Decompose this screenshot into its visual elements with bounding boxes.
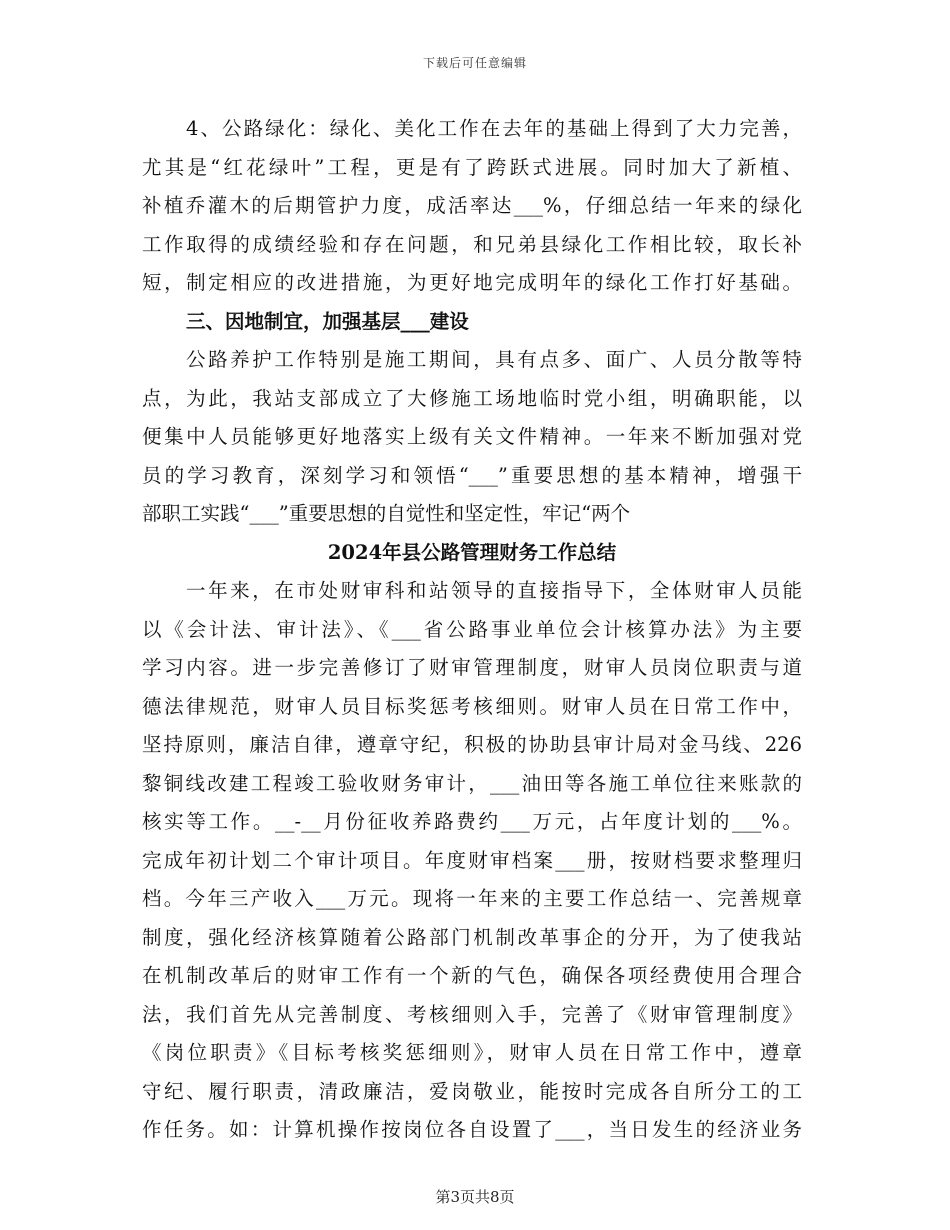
document-title: 2024年县公路管理财务工作总结 — [327, 540, 617, 564]
paragraph-line: 学习内容。进一步完善修订了财审管理制度，财审人员岗位职责与道 — [142, 656, 802, 679]
page-number: 第3页共8页 — [435, 1188, 515, 1206]
paragraph-line: 坚持原则，廉洁自律，遵章守纪，积极的协助县审计局对金马线、226 — [142, 733, 802, 756]
paragraph-line: 补植乔灌木的后期管护力度，成活率达___%，仔细总结一年来的绿化 — [142, 194, 802, 217]
paragraph-line: 工作取得的成绩经验和存在问题，和兄弟县绿化工作相比较，取长补 — [142, 232, 802, 256]
paragraph-line: 短，制定相应的改进措施，为更好地完成明年的绿化工作打好基础。 — [142, 271, 802, 294]
paragraph-line: 核实等工作。__-__月份征收养路费约___万元，占年度计划的___%。 — [142, 810, 802, 833]
paragraph-line: 《岗位职责》《目标考核奖惩细则》，财审人员在日常工作中，遵章 — [142, 1041, 802, 1064]
paragraph-line: 完成年初计划二个审计项目。年度财审档案___册，按财档要求整理归 — [142, 848, 802, 872]
paragraph-line: 4、公路绿化：绿化、美化工作在去年的基础上得到了大力完善， — [186, 117, 802, 140]
paragraph-line: 在机制改革后的财审工作有一个新的气色，确保各项经费使用合理合 — [142, 964, 802, 987]
paragraph-line: 公路养护工作特别是施工期间，具有点多、面广、人员分散等特 — [186, 348, 802, 371]
paragraph-line: 便集中人员能够更好地落实上级有关文件精神。一年来不断加强对党 — [142, 425, 802, 448]
paragraph-line: 档。今年三产收入___万元。现将一年来的主要工作总结一、完善规章 — [142, 887, 802, 910]
section-heading: 三、因地制宜，加强基层___建设 — [186, 309, 469, 333]
paragraph-line: 作任务。如：计算机操作按岗位各自设置了___，当日发生的经济业务 — [142, 1118, 802, 1141]
paragraph-line: 一年来，在市处财审科和站领导的直接指导下，全体财审人员能 — [186, 579, 802, 602]
paragraph-line: 黎铜线改建工程竣工验收财务审计，___油田等各施工单位往来账款的 — [142, 771, 802, 795]
paragraph-line: 德法律规范，财审人员目标奖惩考核细则。财审人员在日常工作中， — [142, 694, 802, 718]
paragraph-line: 点，为此，我站支部成立了大修施工场地临时党小组，明确职能，以 — [142, 386, 802, 410]
paragraph-line: 守纪、履行职责，清政廉洁，爱岗敬业，能按时完成各自所分工的工 — [142, 1079, 802, 1103]
paragraph-line: 法，我们首先从完善制度、考核细则入手，完善了《财审管理制度》 — [142, 1002, 802, 1026]
paragraph-line: 员的学习教育，深刻学习和领悟“___”重要思想的基本精神，增强干 — [142, 463, 802, 487]
header-note: 下载后可任意编辑 — [422, 56, 527, 70]
paragraph-line: 制度，强化经济核算随着公路部门机制改革事企的分开，为了使我站 — [142, 925, 802, 949]
paragraph-line: 以《会计法、审计法》、《___省公路事业单位会计核算办法》为主要 — [142, 617, 802, 641]
paragraph-line: 部职工实践“___”重要思想的自觉性和坚定性，牢记“两个 — [142, 502, 631, 525]
paragraph-line: 尤其是“红花绿叶”工程，更是有了跨跃式进展。同时加大了新植、 — [142, 155, 802, 179]
document-body — [142, 110, 802, 1150]
